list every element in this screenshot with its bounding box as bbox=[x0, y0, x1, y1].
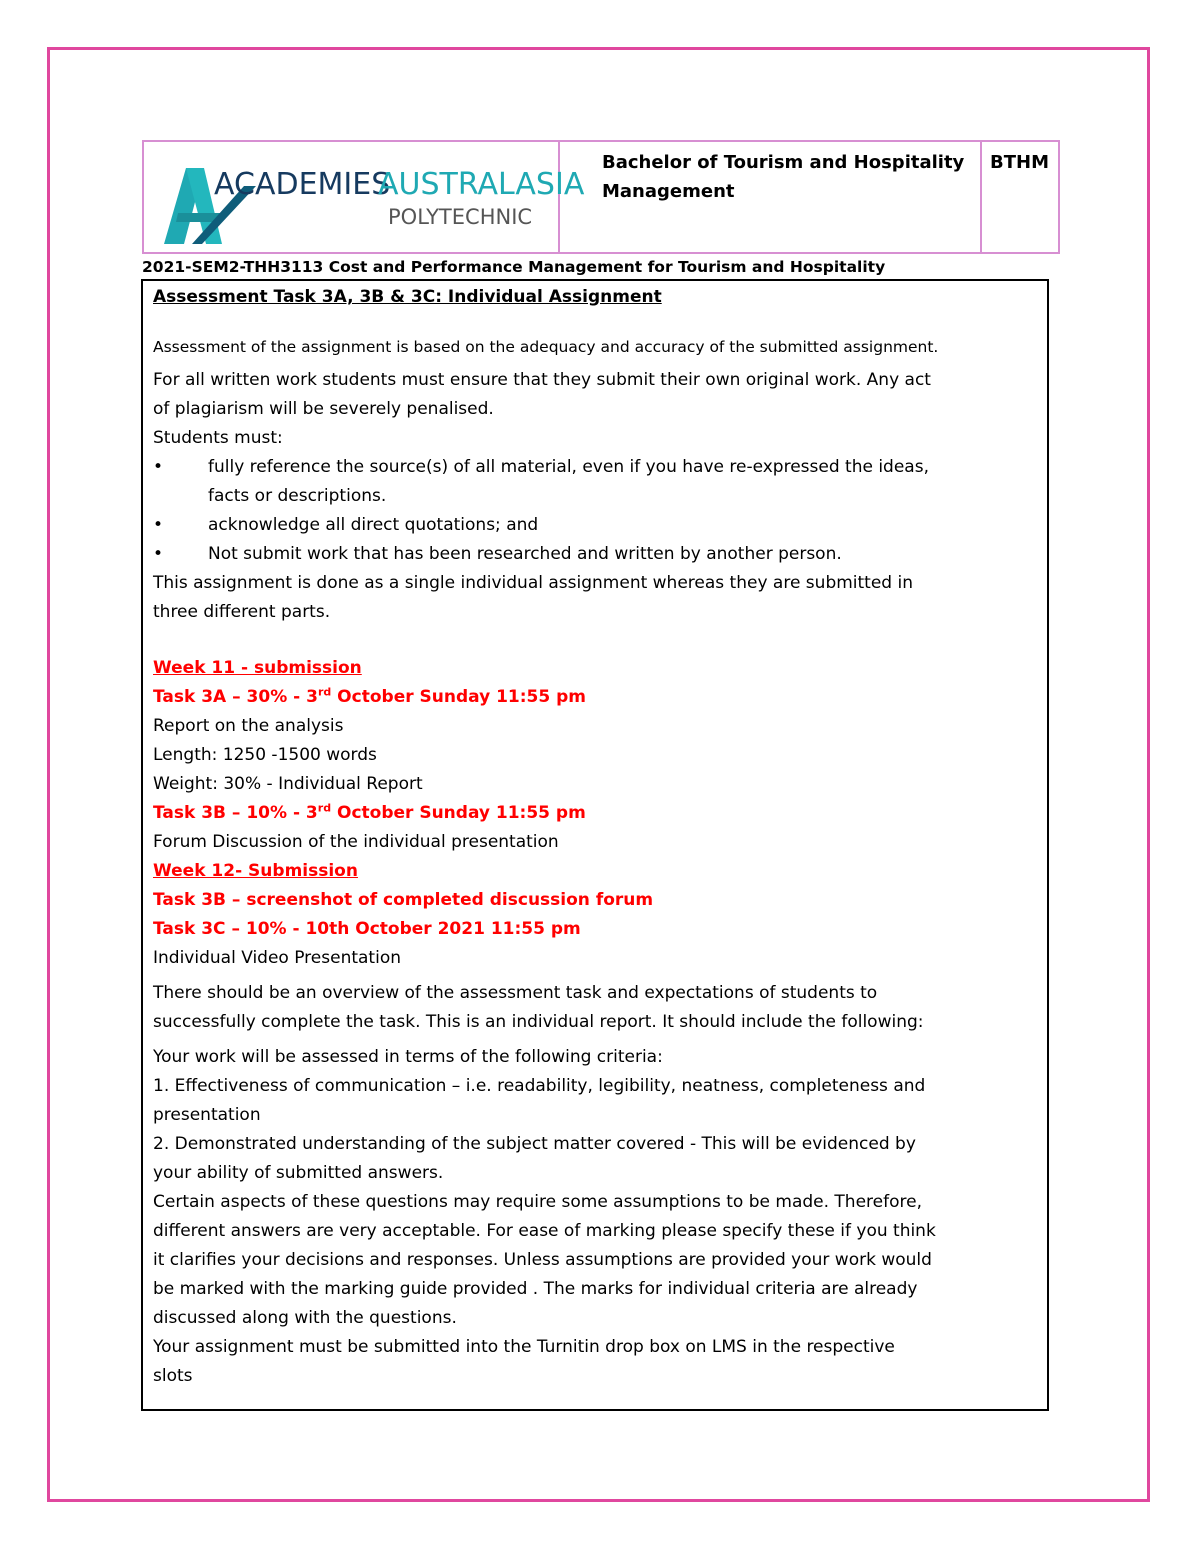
report-analysis: Report on the analysis bbox=[153, 716, 344, 736]
assessment-heading: Assessment Task 3A, 3B & 3C: Individual Assignment bbox=[153, 287, 662, 307]
task3b-screenshot: Task 3B – screenshot of completed discussion forum bbox=[153, 890, 654, 910]
overview-line1: There should be an overview of the assessment task and expectations of students to bbox=[153, 983, 878, 1003]
bullet-item bbox=[153, 511, 1037, 540]
task3c-deadline: Task 3C – 10% - 10th October 2021 11:55 pm bbox=[153, 919, 581, 939]
assumptions-line1: Certain aspects of these questions may require some assumptions to be made. Therefore, bbox=[153, 1192, 922, 1212]
criterion1-line1: 1. Effectiveness of communication – i.e. readability, legibility, neatness, completeness and bbox=[153, 1076, 926, 1096]
logo-cell bbox=[144, 142, 585, 252]
weight-info: Weight: 30% - Individual Report bbox=[153, 774, 423, 794]
plagiarism-line1: For all written work students must ensure that they submit their own original work. Any act bbox=[153, 370, 931, 390]
bullet-item bbox=[153, 540, 1037, 569]
program-cell bbox=[560, 142, 982, 252]
length-requirement: Length: 1250 -1500 words bbox=[153, 745, 377, 765]
logo-text-polytechnic: POLYTECHNIC bbox=[388, 205, 533, 229]
single-assignment-line2: three different parts. bbox=[153, 602, 331, 622]
assumptions-line5: discussed along with the questions. bbox=[153, 1308, 457, 1328]
bullet-dot: • bbox=[153, 544, 164, 564]
students-must: Students must: bbox=[153, 428, 283, 448]
program-code-cell bbox=[982, 142, 1058, 252]
bullet-dot: • bbox=[153, 515, 164, 535]
header-table bbox=[142, 140, 1060, 254]
criterion1-line2: presentation bbox=[153, 1105, 261, 1125]
criterion2-line1: 2. Demonstrated understanding of the subject matter covered - This will be evidenced by bbox=[153, 1134, 916, 1154]
bullet-text: fully reference the source(s) of all material, even if you have re-expressed the ideas, bbox=[208, 457, 929, 477]
criteria-intro: Your work will be assessed in terms of the following criteria: bbox=[153, 1047, 663, 1067]
program-code: BTHM bbox=[990, 152, 1049, 173]
forum-discussion: Forum Discussion of the individual presentation bbox=[153, 832, 559, 852]
video-presentation: Individual Video Presentation bbox=[153, 948, 401, 968]
assumptions-line2: different answers are very acceptable. For ease of marking please specify these if you think bbox=[153, 1221, 936, 1241]
submission-line2: slots bbox=[153, 1366, 193, 1386]
task3b-deadline: Task 3B – 10% - 3rd October Sunday 11:55 pm bbox=[153, 801, 586, 823]
single-assignment-line1: This assignment is done as a single individual assignment whereas they are submitted in bbox=[153, 573, 913, 593]
bullet-text: acknowledge all direct quotations; and bbox=[208, 515, 539, 535]
academies-australasia-logo bbox=[156, 158, 585, 244]
assumptions-line4: be marked with the marking guide provided . The marks for individual criteria are already bbox=[153, 1279, 918, 1299]
overview-line2: successfully complete the task. This is an individual report. It should include the following: bbox=[153, 1012, 924, 1032]
submission-line1: Your assignment must be submitted into the Turnitin drop box on LMS in the respective bbox=[153, 1337, 895, 1357]
bullet-item bbox=[153, 453, 1037, 511]
bullet-dot: • bbox=[153, 457, 164, 477]
bullet-text: Not submit work that has been researched and written by another person. bbox=[208, 544, 842, 564]
bullet-text-cont: facts or descriptions. bbox=[208, 486, 387, 506]
logo-text-australasia: AUSTRALASIA bbox=[378, 167, 585, 202]
assumptions-line3: it clarifies your decisions and responses. Unless assumptions are provided your work would bbox=[153, 1250, 932, 1270]
course-title: 2021-SEM2-THH3113 Cost and Performance Management for Tourism and Hospitality bbox=[142, 258, 886, 276]
program-name-line2: Management bbox=[602, 181, 735, 202]
week11-heading: Week 11 - submission bbox=[153, 658, 362, 678]
program-name-line1: Bachelor of Tourism and Hospitality bbox=[602, 152, 965, 173]
week12-heading: Week 12- Submission bbox=[153, 861, 358, 881]
assessment-basis: Assessment of the assignment is based on the adequacy and accuracy of the submitted assignment. bbox=[153, 338, 939, 356]
logo-text-academies: ACADEMIES bbox=[214, 167, 391, 202]
task3a-deadline: Task 3A – 30% - 3rd October Sunday 11:55 pm bbox=[153, 685, 586, 707]
criterion2-line2: your ability of submitted answers. bbox=[153, 1163, 444, 1183]
plagiarism-line2: of plagiarism will be severely penalised. bbox=[153, 399, 494, 419]
assessment-box bbox=[141, 279, 1049, 1411]
